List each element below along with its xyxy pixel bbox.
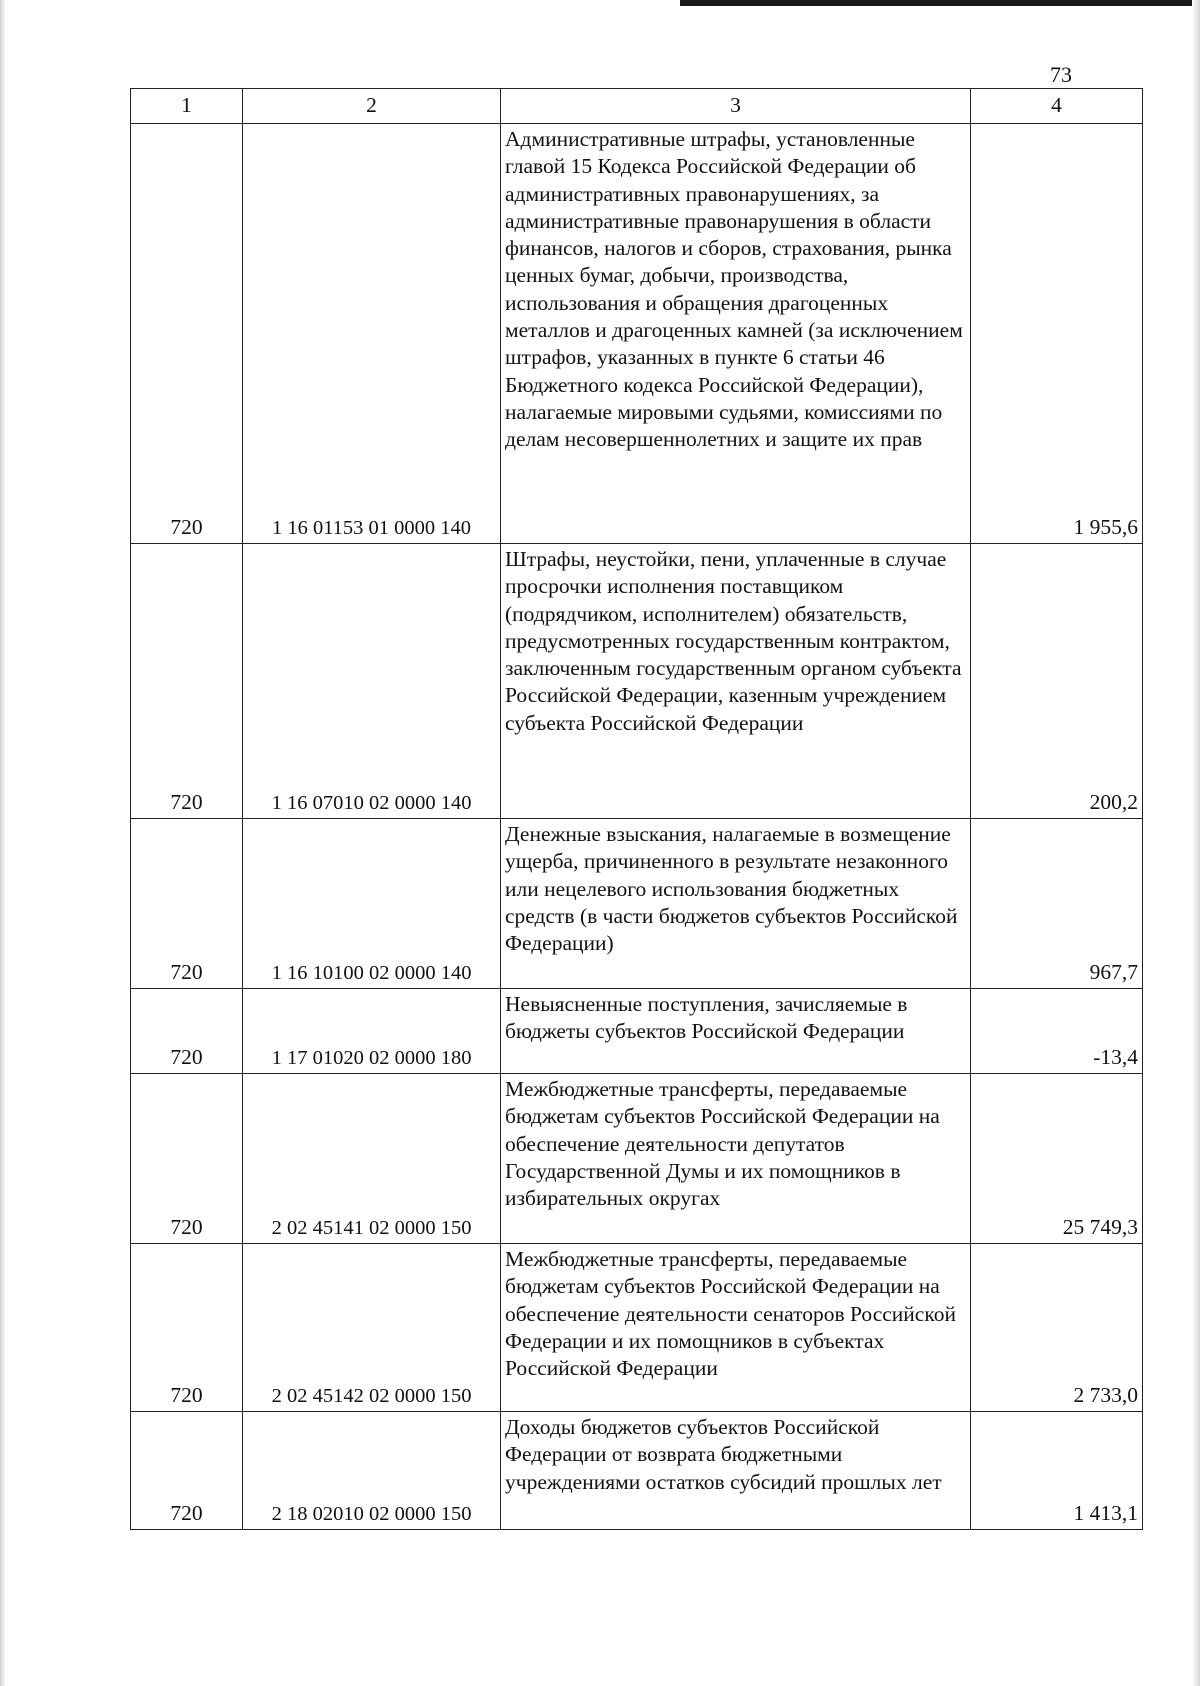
scan-top-edge <box>680 0 1200 6</box>
table-row <box>131 1244 1143 1412</box>
table-row <box>131 1412 1143 1530</box>
description-cell: Денежные взыскания, налагаемые в возмещение ущерба, причиненного в результате незаконного или нецелевого использования бюджетных средств (в части бюджетов субъектов Российской Федерации) <box>501 819 971 989</box>
amount-cell: 1 413,1 <box>971 1412 1143 1530</box>
admin-code-cell: 720 <box>131 1412 243 1530</box>
description-cell: Доходы бюджетов субъектов Российской Федерации от возврата бюджетными учреждениями остатков субсидий прошлых лет <box>501 1412 971 1530</box>
column-header-3: 3 <box>501 89 971 124</box>
table-row <box>131 1074 1143 1244</box>
scan-right-edge <box>1192 0 1200 1686</box>
amount-cell: 25 749,3 <box>971 1074 1143 1244</box>
amount-cell: 1 955,6 <box>971 124 1143 544</box>
admin-code-cell: 720 <box>131 1074 243 1244</box>
description-cell: Межбюджетные трансферты, передаваемые бюджетам субъектов Российской Федерации на обеспечение деятельности сенаторов Российской Федерации и их помощников в субъектах Российской Федерации <box>501 1244 971 1412</box>
table-header-row <box>131 89 1143 124</box>
table-row <box>131 989 1143 1074</box>
admin-code-cell: 720 <box>131 819 243 989</box>
column-header-2: 2 <box>243 89 501 124</box>
amount-cell: -13,4 <box>971 989 1143 1074</box>
description-cell: Административные штрафы, установленные главой 15 Кодекса Российской Федерации об административных правонарушениях, за административные правонарушения в области финансов, налогов и сборов, страхования, рынка ценных бумаг, добычи, производства, использования и обращения драгоценных металлов и драгоценных камней (за исключением штрафов, указанных в пункте 6 статьи 46 Бюджетного кодекса Российской Федерации), налагаемые мировыми судьями, комиссиями по делам несовершеннолетних и защите их прав <box>501 124 971 544</box>
classification-code-cell: 2 02 45141 02 0000 150 <box>243 1074 501 1244</box>
classification-code-cell: 1 17 01020 02 0000 180 <box>243 989 501 1074</box>
table-row <box>131 544 1143 819</box>
table-row <box>131 124 1143 544</box>
description-cell: Невыясненные поступления, зачисляемые в бюджеты субъектов Российской Федерации <box>501 989 971 1074</box>
page-number: 73 <box>1050 62 1072 87</box>
classification-code-cell: 2 02 45142 02 0000 150 <box>243 1244 501 1412</box>
table-row <box>131 819 1143 989</box>
amount-cell: 200,2 <box>971 544 1143 819</box>
admin-code-cell: 720 <box>131 124 243 544</box>
amount-cell: 967,7 <box>971 819 1143 989</box>
column-header-4: 4 <box>971 89 1143 124</box>
scan-left-edge <box>0 0 6 1686</box>
revenue-table <box>130 88 1143 1530</box>
admin-code-cell: 720 <box>131 544 243 819</box>
classification-code-cell: 1 16 07010 02 0000 140 <box>243 544 501 819</box>
description-cell: Межбюджетные трансферты, передаваемые бюджетам субъектов Российской Федерации на обеспечение деятельности депутатов Государственной Думы и их помощников в избирательных округах <box>501 1074 971 1244</box>
amount-cell: 2 733,0 <box>971 1244 1143 1412</box>
classification-code-cell: 1 16 10100 02 0000 140 <box>243 819 501 989</box>
column-header-1: 1 <box>131 89 243 124</box>
classification-code-cell: 2 18 02010 02 0000 150 <box>243 1412 501 1530</box>
classification-code-cell: 1 16 01153 01 0000 140 <box>243 124 501 544</box>
description-cell: Штрафы, неустойки, пени, уплаченные в случае просрочки исполнения поставщиком (подрядчиком, исполнителем) обязательств, предусмотренных государственным контрактом, заключенным государственным органом субъекта Российской Федерации, казенным учреждением субъекта Российской Федерации <box>501 544 971 819</box>
admin-code-cell: 720 <box>131 989 243 1074</box>
admin-code-cell: 720 <box>131 1244 243 1412</box>
